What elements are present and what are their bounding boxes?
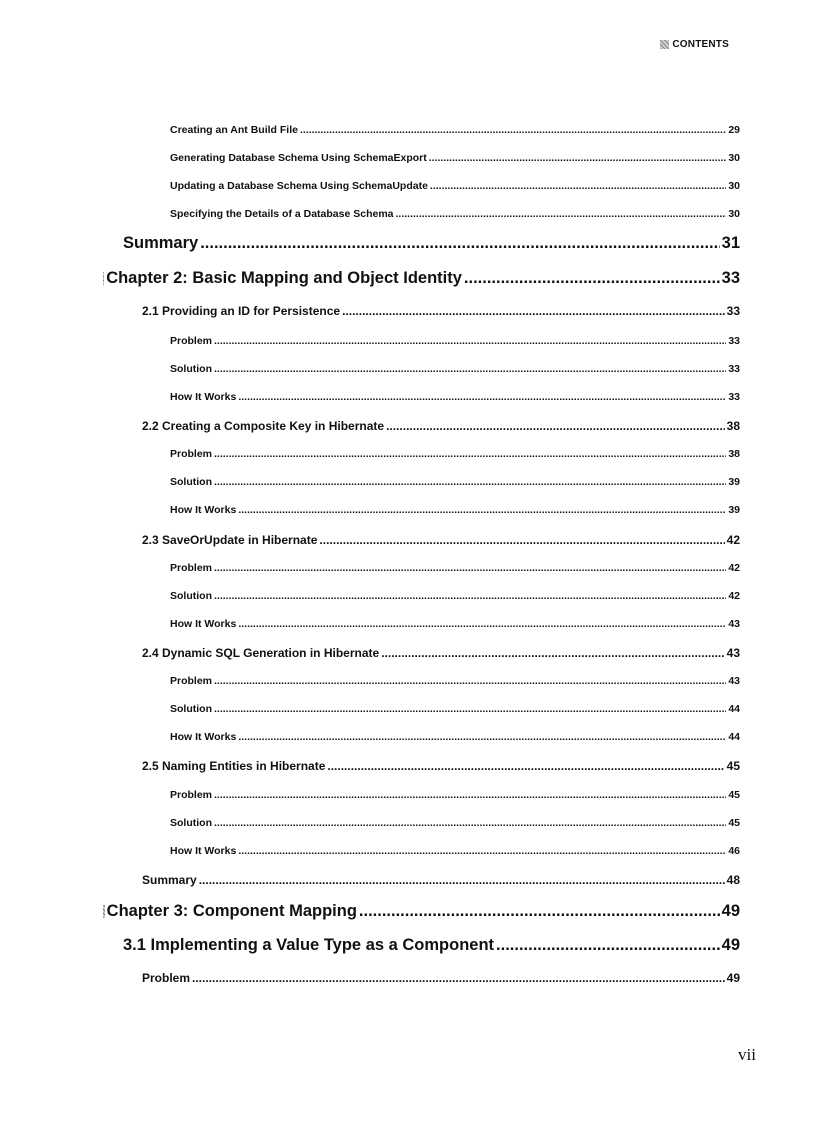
toc-entry-page: 43 <box>728 618 740 630</box>
toc-entry-title: Problem <box>170 448 213 460</box>
dot-leader <box>214 590 726 602</box>
toc-entry-title: 2.4 Dynamic SQL Generation in Hibernate <box>142 646 380 660</box>
toc-entry[interactable] <box>142 419 740 433</box>
toc-entry[interactable] <box>170 476 740 488</box>
toc-entry-page: 33 <box>721 269 740 287</box>
dot-leader <box>386 419 725 433</box>
toc-entry-page: 43 <box>726 646 740 660</box>
toc-entry[interactable] <box>170 590 740 602</box>
toc-entry[interactable] <box>170 152 740 164</box>
toc-entry[interactable] <box>170 335 740 347</box>
toc-entry-page: 48 <box>726 873 740 887</box>
toc-entry-title: 2.5 Naming Entities in Hibernate <box>142 759 326 773</box>
toc-entry-title: How It Works <box>170 391 237 403</box>
hatched-square-icon <box>103 905 105 918</box>
toc-entry-title: Solution <box>170 476 212 488</box>
toc-entry-title: Specifying the Details of a Database Schema <box>170 208 394 220</box>
page-number: vii <box>738 1045 756 1064</box>
toc-entry[interactable] <box>103 902 740 921</box>
dot-leader <box>238 391 726 403</box>
toc-entry-title: Summary <box>123 234 199 252</box>
toc-entry[interactable] <box>142 304 740 318</box>
dot-leader <box>319 533 724 547</box>
toc-entry[interactable] <box>170 504 740 516</box>
toc-entry-title: How It Works <box>170 504 237 516</box>
toc-entry-page: 38 <box>728 448 740 460</box>
toc-entry-page: 39 <box>728 504 740 516</box>
toc-entry-page: 38 <box>726 419 740 433</box>
toc-entry-title: Summary <box>142 873 197 887</box>
toc-entry-page: 43 <box>728 675 740 687</box>
toc-entry[interactable] <box>170 391 740 403</box>
toc-entry[interactable] <box>170 703 740 715</box>
dot-leader <box>396 208 727 220</box>
dot-leader <box>300 124 726 136</box>
toc-entry-page: 33 <box>728 335 740 347</box>
toc-entry-title: How It Works <box>170 731 237 743</box>
dot-leader <box>199 873 725 887</box>
dot-leader <box>238 845 726 857</box>
toc-entry-page: 39 <box>728 476 740 488</box>
toc-entry-title: Solution <box>170 590 212 602</box>
toc-entry[interactable] <box>142 646 740 660</box>
toc-entry-title: Generating Database Schema Using SchemaExport <box>170 152 427 164</box>
toc-entry-page: 30 <box>728 208 740 220</box>
toc-entry-page: 42 <box>728 590 740 602</box>
dot-leader <box>496 936 720 955</box>
toc-entry-page: 29 <box>728 124 740 136</box>
toc-entry-title: 2.2 Creating a Composite Key in Hibernate <box>142 419 385 433</box>
dot-leader <box>214 476 726 488</box>
toc-entry[interactable] <box>142 533 740 547</box>
toc-entry[interactable] <box>170 124 740 136</box>
toc-entry-page: 44 <box>728 731 740 743</box>
toc-entry-title: 2.1 Providing an ID for Persistence <box>142 304 341 318</box>
toc-entry-page: 44 <box>728 703 740 715</box>
dot-leader <box>238 504 726 516</box>
dot-leader <box>327 759 724 773</box>
toc-entry-page: 46 <box>728 845 740 857</box>
toc-entry-page: 42 <box>726 533 740 547</box>
toc-entry[interactable] <box>170 448 740 460</box>
toc-entry-title: Chapter 2: Basic Mapping and Object Identity <box>106 269 462 287</box>
toc-entry[interactable] <box>123 234 740 253</box>
dot-leader <box>342 304 725 318</box>
toc-entry[interactable] <box>142 971 740 985</box>
toc-entry[interactable] <box>170 562 740 574</box>
toc-entry-title: Problem <box>170 562 213 574</box>
dot-leader <box>214 562 726 574</box>
toc-entry-page: 45 <box>728 817 740 829</box>
dot-leader <box>464 269 720 288</box>
dot-leader <box>430 180 726 192</box>
dot-leader <box>238 731 726 743</box>
toc-entry-title: How It Works <box>170 845 237 857</box>
toc-entry-title: Problem <box>142 971 191 985</box>
dot-leader <box>214 817 726 829</box>
toc-entry[interactable] <box>170 789 740 801</box>
toc-entry[interactable] <box>170 363 740 375</box>
toc-entry[interactable] <box>170 180 740 192</box>
dot-leader <box>200 234 719 253</box>
toc-entry-page: 49 <box>726 971 740 985</box>
toc-entry-page: 45 <box>728 789 740 801</box>
toc-entry-title: How It Works <box>170 618 237 630</box>
dot-leader <box>359 902 720 921</box>
toc-entry-page: 30 <box>728 152 740 164</box>
toc-entry-page: 33 <box>728 391 740 403</box>
toc-entry-page: 49 <box>721 936 740 954</box>
running-header <box>660 39 729 50</box>
toc-entry-page: 30 <box>728 180 740 192</box>
toc-entry-title: Problem <box>170 675 213 687</box>
dot-leader <box>214 703 726 715</box>
running-header-title: CONTENTS <box>672 39 729 50</box>
toc-entry[interactable] <box>170 208 740 220</box>
toc-entry-title: Updating a Database Schema Using SchemaUpdate <box>170 180 428 192</box>
hatched-square-icon <box>103 272 104 285</box>
toc-entry-title: Problem <box>170 335 213 347</box>
dot-leader <box>429 152 727 164</box>
toc-entry-title: 2.3 SaveOrUpdate in Hibernate <box>142 533 318 547</box>
dot-leader <box>214 335 726 347</box>
toc-entry[interactable] <box>103 269 740 288</box>
dot-leader <box>214 675 726 687</box>
toc-entry-title: Problem <box>170 789 213 801</box>
toc-entry[interactable] <box>142 873 740 887</box>
toc-entry-title: Chapter 3: Component Mapping <box>106 902 357 920</box>
toc-entry-page: 31 <box>721 234 740 252</box>
dot-leader <box>192 971 725 985</box>
toc-entry-title: 3.1 Implementing a Value Type as a Component <box>123 936 495 954</box>
dot-leader <box>214 448 726 460</box>
dot-leader <box>214 363 726 375</box>
toc-entry[interactable] <box>170 731 740 743</box>
toc-entry[interactable] <box>170 618 740 630</box>
toc-entry[interactable] <box>142 759 740 773</box>
toc-entry-page: 49 <box>721 902 740 920</box>
dot-leader <box>381 646 724 660</box>
toc-entry-page: 33 <box>726 304 740 318</box>
toc-entry[interactable] <box>170 675 740 687</box>
toc-entry[interactable] <box>123 936 740 955</box>
hatched-square-icon <box>660 40 669 49</box>
toc-entry[interactable] <box>170 845 740 857</box>
toc-entry-title: Solution <box>170 817 212 829</box>
toc-entry-page: 45 <box>726 759 740 773</box>
dot-leader <box>238 618 726 630</box>
toc-entry-title: Creating an Ant Build File <box>170 124 298 136</box>
toc-entry-page: 42 <box>728 562 740 574</box>
toc-entry-title: Solution <box>170 363 212 375</box>
toc-entry[interactable] <box>170 817 740 829</box>
toc-entry-title: Solution <box>170 703 212 715</box>
toc-entry-page: 33 <box>728 363 740 375</box>
dot-leader <box>214 789 726 801</box>
